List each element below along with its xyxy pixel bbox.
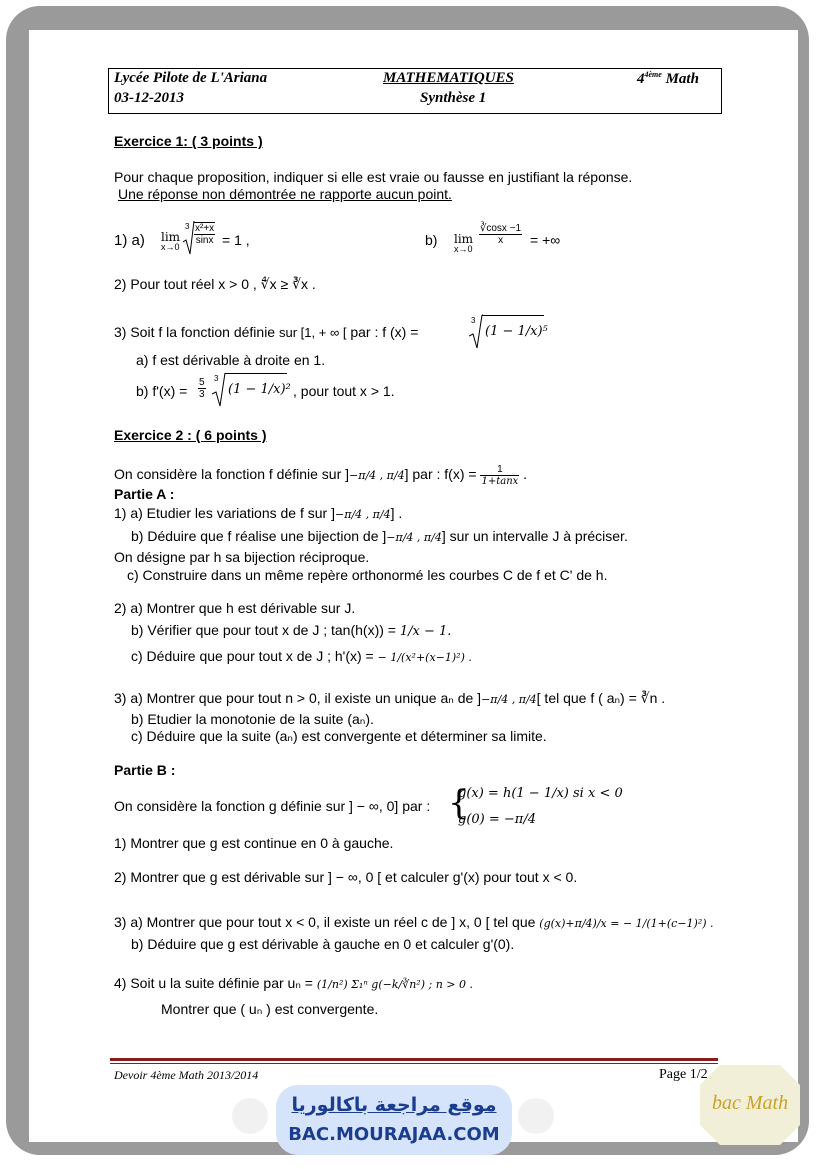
footer-rule	[110, 1058, 718, 1061]
b2-statement: 2) Montrer que g est dérivable sur ] − ∞, 0 [ et calculer g'(x) pour tout x < 0.	[114, 869, 578, 885]
ex2-intro-a: On considère la fonction f définie sur ]	[114, 466, 350, 483]
a3b-statement: b) Etudier la monotonie de la suite (aₙ).	[131, 711, 374, 727]
q1b-fraction	[479, 223, 522, 246]
q3-part-a: 3) Soit f la fonction définie	[114, 324, 276, 340]
a2b-expression: 1/x − 1.	[399, 624, 452, 639]
b-system-brace: {	[448, 783, 470, 823]
a1a-statement	[114, 505, 402, 521]
part-a-title: Partie A :	[114, 486, 175, 502]
logo-text: bac Math	[712, 1092, 789, 1114]
a1c-statement: c) Construire dans un même repère orthonormé les courbes C de f et C' de h.	[127, 567, 608, 583]
footer-rule-thin	[110, 1063, 718, 1064]
q3b-coef-den: 3	[199, 389, 205, 400]
q1a-denominator: sinx	[195, 235, 214, 246]
b4-conclusion: Montrer que ( uₙ ) est convergente.	[161, 1001, 379, 1017]
ex2-intro	[114, 464, 527, 487]
a3a-interval: −π/4 , π/4	[481, 693, 537, 706]
q3a-statement: a) f est dérivable à droite en 1.	[136, 352, 326, 368]
a-reciprocal: On désigne par h sa bijection réciproque.	[114, 549, 370, 565]
q1a-lim: lim	[161, 230, 181, 244]
a3a-text: 3) a) Montrer que pour tout n > 0, il existe un unique aₙ de ]	[114, 690, 482, 706]
a1b-interval: −π/4 , π/4	[386, 531, 442, 544]
a2a-statement: 2) a) Montrer que h est dérivable sur J.	[114, 600, 356, 616]
b-intro: On considère la fonction g définie sur ] − ∞, 0] par :	[114, 798, 431, 814]
q2-statement: 2) Pour tout réel x > 0 , ∜x ≥ ∛x .	[114, 276, 316, 292]
q3-radical-sign	[469, 314, 483, 350]
exam-title: Synthèse 1	[420, 90, 487, 106]
a1a-interval: −π/4 , π/4	[335, 508, 391, 521]
site-name-arabic[interactable]: موقع مراجعة باكالوريا	[291, 1094, 497, 1116]
page-number: Page 1/2	[659, 1067, 708, 1082]
left-seal-icon	[232, 1098, 268, 1134]
q1a-cuberoot-index: 3	[185, 222, 190, 231]
footer-course: Devoir 4ème Math 2013/2014	[114, 1068, 259, 1082]
exercise-1-note: Une réponse non démontrée ne rapporte aucun point.	[118, 186, 452, 202]
a1b-statement	[131, 528, 628, 544]
q3-cuberoot-index: 3	[471, 316, 476, 325]
a3a-end: [ tel que f ( aₙ) = ∛n .	[536, 690, 666, 706]
school-name: Lycée Pilote de L'Ariana	[114, 70, 268, 86]
a1b-text: b) Déduire que f réalise une bijection de ]	[131, 528, 387, 544]
b3b-statement: b) Déduire que g est dérivable à gauche en 0 et calculer g'(0).	[131, 936, 515, 952]
q1b-denominator: x	[498, 235, 504, 246]
b-system-line-2: g(0) = −π/4	[458, 812, 536, 827]
q1a-numerator: x²+x	[195, 223, 215, 234]
q1b-lim-sub: x→0	[454, 244, 473, 254]
q3b-label: b) f'(x) =	[136, 383, 188, 399]
q1b-lim: lim	[454, 232, 474, 246]
exercise-1-title: Exercice 1: ( 3 points )	[114, 133, 263, 149]
q3-domain: sur [1, + ∞ [	[279, 325, 347, 340]
class-label: $4^{4ème}$ Math	[637, 70, 699, 87]
q1a-lim-sub: x→0	[161, 242, 180, 252]
a2c-text: c) Déduire que pour tout x de J ; h'(x) =	[131, 648, 374, 664]
q3b-cuberoot-index: 3	[214, 374, 219, 383]
q1a-result: = 1 ,	[222, 232, 250, 248]
a3a-statement	[114, 690, 665, 707]
a2c-statement	[131, 648, 472, 664]
class-sup: 4ème	[644, 70, 662, 79]
q3b-coef	[198, 377, 206, 400]
class-name: Math	[665, 71, 699, 87]
b1-statement: 1) Montrer que g est continue en 0 à gauche.	[114, 835, 394, 851]
a1b-end: ] sur un intervalle J à préciser.	[441, 528, 628, 544]
a2b-statement	[131, 622, 451, 639]
a2b-text: b) Vérifier que pour tout x de J ; tan(h(x)) =	[131, 622, 396, 638]
ex2-intro-interval: −π/4 , π/4	[349, 469, 405, 483]
b4-expression: (1/n²) Σ₁ⁿ g(−k/∛n²) ; n > 0 .	[316, 978, 473, 991]
subject-title: MATHEMATIQUES	[383, 70, 514, 86]
q3-part-c: par : f (x) =	[350, 324, 419, 340]
exam-date: 03-12-2013	[114, 90, 184, 106]
q3b-coef-num: 5	[199, 377, 205, 388]
q1a-limit	[161, 230, 180, 252]
q1b-prefix: b)	[425, 232, 438, 248]
b3a-expression: (g(x)+π/4)/x = − 1/(1+(c−1)²) .	[539, 917, 714, 930]
exercise-1-intro: Pour chaque proposition, indiquer si elle est vraie ou fausse en justifiant la réponse.	[114, 169, 633, 185]
q3-statement	[114, 324, 418, 340]
b4-statement	[114, 975, 473, 992]
site-url[interactable]: BAC.MOURAJAA.COM	[288, 1124, 500, 1145]
ex2-intro-b: ] par : f(x) =	[404, 466, 477, 483]
part-b-title: Partie B :	[114, 762, 176, 778]
ex2-intro-fraction	[480, 464, 519, 487]
q1a-fraction	[194, 222, 215, 246]
q1b-result: = +∞	[530, 232, 561, 248]
q3b-end: , pour tout x > 1.	[293, 383, 395, 399]
right-seal-icon	[518, 1098, 554, 1134]
b3a-text: 3) a) Montrer que pour tout x < 0, il existe un réel c de ] x, 0 [ tel que	[114, 914, 536, 930]
a3c-statement: c) Déduire que la suite (aₙ) est convergente et déterminer sa limite.	[131, 728, 547, 744]
b3a-statement	[114, 914, 714, 930]
a1a-text: 1) a) Etudier les variations de f sur ]	[114, 505, 335, 521]
b4-text: 4) Soit u la suite définie par uₙ =	[114, 975, 313, 991]
a1a-end: ] .	[390, 505, 403, 521]
a2c-expression: − 1/(x²+(x−1)²) .	[377, 651, 472, 664]
b-system-line-1: g(x) = h(1 − 1/x) si x < 0	[458, 786, 623, 801]
ex2-intro-num: 1	[480, 464, 519, 476]
ex2-intro-end: .	[523, 466, 528, 483]
q3-expression: (1 − 1/x)⁵	[485, 324, 548, 339]
q3b-expression: (1 − 1/x)²	[228, 382, 291, 397]
q1b-limit	[454, 232, 473, 254]
q1a-prefix: 1) a)	[114, 232, 145, 249]
q1b-numerator: ∛cosx −1	[480, 223, 522, 234]
q3b-radical-sign	[212, 372, 226, 408]
exercise-2-title: Exercice 2 : ( 6 points )	[114, 427, 267, 443]
ex2-intro-den: 1+tanx	[481, 476, 519, 487]
